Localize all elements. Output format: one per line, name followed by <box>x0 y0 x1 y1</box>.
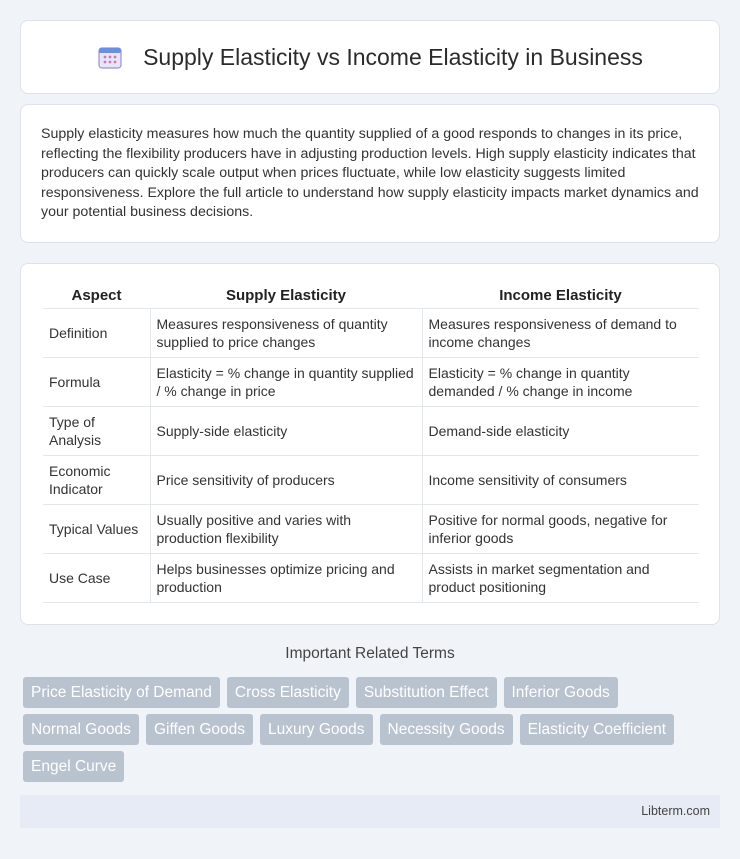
table-cell: Definition <box>43 308 150 357</box>
table-header-row <box>43 284 699 308</box>
table-cell: Income sensitivity of consumers <box>422 455 699 504</box>
table-cell: Measures responsiveness of demand to income changes <box>422 308 699 357</box>
column-header: Income Elasticity <box>422 284 699 308</box>
table-cell: Use Case <box>43 553 150 602</box>
table-row <box>43 553 699 602</box>
page-header <box>20 20 720 94</box>
table-row <box>43 357 699 406</box>
related-term-tag[interactable]: Price Elasticity of Demand <box>23 677 220 708</box>
table-cell: Positive for normal goods, negative for inferior goods <box>422 504 699 553</box>
table-cell: Typical Values <box>43 504 150 553</box>
page-title: Supply Elasticity vs Income Elasticity in Business <box>143 43 643 70</box>
related-terms-title: Important Related Terms <box>285 645 455 662</box>
related-term-tag[interactable]: Inferior Goods <box>504 677 618 708</box>
table-cell: Demand-side elasticity <box>422 406 699 455</box>
table-cell: Price sensitivity of producers <box>150 455 422 504</box>
table-row <box>43 308 699 357</box>
related-term-tag[interactable]: Necessity Goods <box>380 714 513 745</box>
related-term-tag[interactable]: Normal Goods <box>23 714 139 745</box>
related-term-tag[interactable]: Giffen Goods <box>146 714 253 745</box>
related-term-tag[interactable]: Substitution Effect <box>356 677 497 708</box>
related-term-tag[interactable]: Cross Elasticity <box>227 677 349 708</box>
table-cell: Economic Indicator <box>43 455 150 504</box>
table-cell: Usually positive and varies with production flexibility <box>150 504 422 553</box>
table-cell: Formula <box>43 357 150 406</box>
table-cell: Elasticity = % change in quantity supplied / % change in price <box>150 357 422 406</box>
table-cell: Supply-side elasticity <box>150 406 422 455</box>
related-term-tag[interactable]: Engel Curve <box>23 751 124 782</box>
table-cell: Elasticity = % change in quantity demanded / % change in income <box>422 357 699 406</box>
table-cell: Helps businesses optimize pricing and production <box>150 553 422 602</box>
footer-brand-link[interactable]: Libterm.com <box>641 804 710 818</box>
table-row <box>43 504 699 553</box>
related-term-tag[interactable]: Elasticity Coefficient <box>520 714 674 745</box>
intro-section <box>20 104 720 243</box>
table-cell: Type of Analysis <box>43 406 150 455</box>
column-header: Aspect <box>43 284 150 308</box>
table-row <box>43 406 699 455</box>
intro-text: Supply elasticity measures how much the quantity supplied of a good responds to changes in its price, reflecting the flexibility producers have in adjusting production levels. High supply elasticity indicates that producers can quickly scale output when prices fluctuate, while low elasticity suggests limited responsiveness. Explore the full article to understand how supply elasticity impacts market dynamics and your potential business decisions. <box>41 126 699 220</box>
related-terms-list <box>23 677 723 788</box>
table-cell: Measures responsiveness of quantity supplied to price changes <box>150 308 422 357</box>
related-term-tag[interactable]: Luxury Goods <box>260 714 373 745</box>
comparison-table-card <box>20 263 720 625</box>
calendar-grid-icon <box>97 44 123 70</box>
comparison-table <box>43 284 699 603</box>
table-cell: Assists in market segmentation and product positioning <box>422 553 699 602</box>
column-header: Supply Elasticity <box>150 284 422 308</box>
table-row <box>43 455 699 504</box>
footer <box>20 795 720 828</box>
